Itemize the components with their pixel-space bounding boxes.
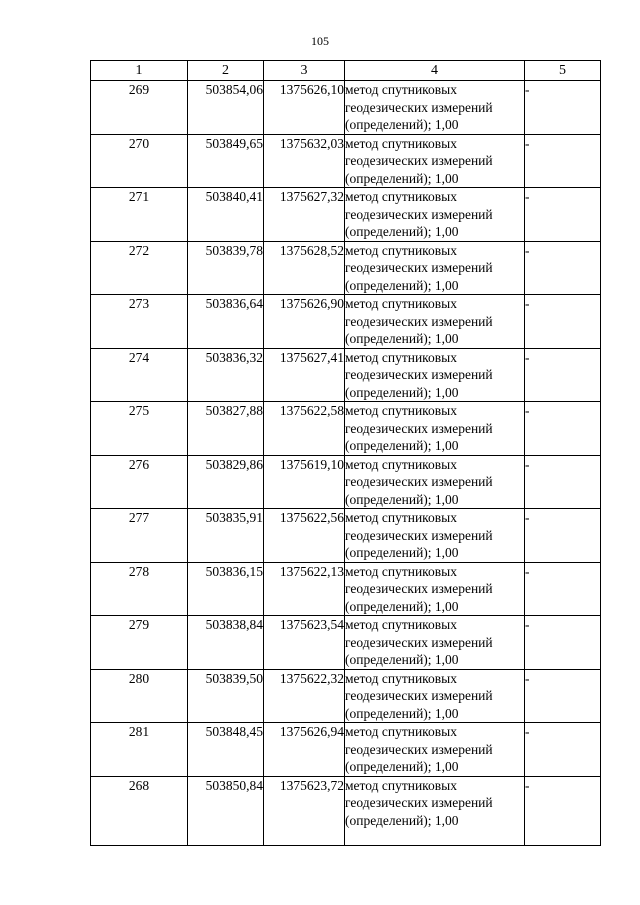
table-row — [91, 348, 601, 402]
header-col-3: 3 — [264, 61, 345, 81]
table-row — [91, 509, 601, 563]
method-line: геодезических измерений — [345, 795, 493, 810]
method-line: геодезических измерений — [345, 367, 493, 382]
note-cell: - — [525, 509, 601, 563]
y-coordinate-cell: 1375626,10 — [264, 81, 345, 135]
header-col-5: 5 — [525, 61, 601, 81]
y-coordinate-cell: 1375623,54 — [264, 616, 345, 670]
method-line: геодезических измерений — [345, 153, 493, 168]
method-line: геодезических измерений — [345, 474, 493, 489]
method-cell — [345, 188, 525, 242]
method-cell — [345, 134, 525, 188]
method-cell — [345, 402, 525, 456]
point-number-cell: 281 — [91, 723, 188, 777]
method-line: геодезических измерений — [345, 313, 493, 329]
header-col-2: 2 — [188, 61, 264, 81]
method-line: метод спутниковых — [345, 349, 457, 365]
note-cell: - — [525, 669, 601, 723]
method-line: геодезических измерений — [345, 260, 493, 275]
note-cell: - — [525, 348, 601, 402]
method-line: геодезических измерений — [345, 634, 493, 650]
table-row — [91, 562, 601, 616]
method-line: (определений); 1,00 — [345, 277, 459, 293]
point-number-cell: 273 — [91, 295, 188, 349]
method-line: метод спутниковых — [345, 189, 457, 204]
x-coordinate-cell: 503854,06 — [188, 81, 264, 135]
note-cell: - — [525, 723, 601, 777]
table-row — [91, 134, 601, 188]
table-row — [91, 616, 601, 670]
note-cell: - — [525, 241, 601, 295]
method-line: (определений); 1,00 — [345, 170, 459, 186]
method-line: метод спутниковых — [345, 403, 457, 418]
method-line: (определений); 1,00 — [345, 491, 459, 507]
method-cell — [345, 455, 525, 509]
method-cell — [345, 669, 525, 723]
note-cell: - — [525, 402, 601, 456]
method-line: геодезических измерений — [345, 581, 493, 596]
y-coordinate-cell: 1375619,10 — [264, 455, 345, 509]
method-line: (определений); 1,00 — [345, 705, 459, 721]
note-cell: - — [525, 134, 601, 188]
method-line: метод спутниковых — [345, 456, 457, 472]
point-number-cell: 271 — [91, 188, 188, 242]
x-coordinate-cell: 503848,45 — [188, 723, 264, 777]
x-coordinate-cell: 503827,88 — [188, 402, 264, 456]
page-number: 105 — [311, 34, 329, 48]
method-line: метод спутниковых — [345, 82, 457, 97]
method-line: метод спутниковых — [345, 670, 457, 686]
header-row — [91, 61, 601, 81]
table-row — [91, 402, 601, 456]
x-coordinate-cell: 503836,32 — [188, 348, 264, 402]
method-line: метод спутниковых — [345, 510, 457, 525]
point-number-cell: 277 — [91, 509, 188, 563]
x-coordinate-cell: 503836,15 — [188, 562, 264, 616]
method-cell — [345, 723, 525, 777]
note-cell: - — [525, 455, 601, 509]
method-line: (определений); 1,00 — [345, 384, 459, 400]
method-line: геодезических измерений — [345, 206, 493, 222]
x-coordinate-cell: 503839,50 — [188, 669, 264, 723]
x-coordinate-cell: 503839,78 — [188, 241, 264, 295]
x-coordinate-cell: 503840,41 — [188, 188, 264, 242]
x-coordinate-cell: 503838,84 — [188, 616, 264, 670]
method-line: метод спутниковых — [345, 135, 457, 151]
x-coordinate-cell: 503849,65 — [188, 134, 264, 188]
y-coordinate-cell: 1375622,58 — [264, 402, 345, 456]
table-row — [91, 723, 601, 777]
method-cell — [345, 241, 525, 295]
header-col-4: 4 — [345, 61, 525, 81]
point-number-cell: 268 — [91, 776, 188, 845]
method-line: геодезических измерений — [345, 688, 493, 703]
table-row — [91, 188, 601, 242]
note-cell: - — [525, 562, 601, 616]
y-coordinate-cell: 1375628,52 — [264, 241, 345, 295]
y-coordinate-cell: 1375626,90 — [264, 295, 345, 349]
table-header — [91, 61, 601, 81]
method-line: (определений); 1,00 — [345, 652, 459, 667]
note-cell: - — [525, 188, 601, 242]
method-line: геодезических измерений — [345, 741, 493, 757]
method-line: метод спутниковых — [345, 296, 457, 311]
point-number-cell: 272 — [91, 241, 188, 295]
point-number-cell: 274 — [91, 348, 188, 402]
method-line: геодезических измерений — [345, 420, 493, 436]
table-row — [91, 776, 601, 845]
method-cell — [345, 562, 525, 616]
method-cell — [345, 776, 525, 845]
method-line: метод спутниковых — [345, 242, 457, 258]
method-line: (определений); 1,00 — [345, 759, 459, 774]
point-number-cell: 279 — [91, 616, 188, 670]
method-cell — [345, 616, 525, 670]
method-cell — [345, 348, 525, 402]
x-coordinate-cell: 503835,91 — [188, 509, 264, 563]
x-coordinate-cell: 503829,86 — [188, 455, 264, 509]
y-coordinate-cell: 1375627,32 — [264, 188, 345, 242]
y-coordinate-cell: 1375622,56 — [264, 509, 345, 563]
method-line: (определений); 1,00 — [345, 224, 459, 239]
method-line: геодезических измерений — [345, 99, 493, 115]
coordinates-table — [90, 60, 601, 846]
note-cell: - — [525, 295, 601, 349]
point-number-cell: 278 — [91, 562, 188, 616]
point-number-cell: 269 — [91, 81, 188, 135]
point-number-cell: 275 — [91, 402, 188, 456]
method-line: (определений); 1,00 — [345, 598, 459, 614]
table-body — [91, 81, 601, 846]
x-coordinate-cell: 503850,84 — [188, 776, 264, 845]
table-row — [91, 241, 601, 295]
header-col-1: 1 — [91, 61, 188, 81]
table-row — [91, 669, 601, 723]
point-number-cell: 276 — [91, 455, 188, 509]
method-cell — [345, 295, 525, 349]
point-number-cell: 270 — [91, 134, 188, 188]
method-line: (определений); 1,00 — [345, 812, 459, 828]
y-coordinate-cell: 1375622,32 — [264, 669, 345, 723]
note-cell: - — [525, 776, 601, 845]
y-coordinate-cell: 1375632,03 — [264, 134, 345, 188]
method-line: (определений); 1,00 — [345, 545, 459, 560]
method-line: метод спутниковых — [345, 777, 457, 793]
method-line: (определений); 1,00 — [345, 438, 459, 453]
method-line: метод спутниковых — [345, 617, 457, 632]
point-number-cell: 280 — [91, 669, 188, 723]
method-cell — [345, 509, 525, 563]
table-row — [91, 295, 601, 349]
y-coordinate-cell: 1375623,72 — [264, 776, 345, 845]
y-coordinate-cell: 1375626,94 — [264, 723, 345, 777]
method-line: метод спутниковых — [345, 724, 457, 739]
method-cell — [345, 81, 525, 135]
y-coordinate-cell: 1375622,13 — [264, 562, 345, 616]
y-coordinate-cell: 1375627,41 — [264, 348, 345, 402]
method-line: (определений); 1,00 — [345, 117, 459, 132]
note-cell: - — [525, 81, 601, 135]
table-row — [91, 455, 601, 509]
x-coordinate-cell: 503836,64 — [188, 295, 264, 349]
table-row — [91, 81, 601, 135]
method-line: метод спутниковых — [345, 563, 457, 579]
note-cell: - — [525, 616, 601, 670]
method-line: геодезических измерений — [345, 527, 493, 543]
method-line: (определений); 1,00 — [345, 331, 459, 346]
